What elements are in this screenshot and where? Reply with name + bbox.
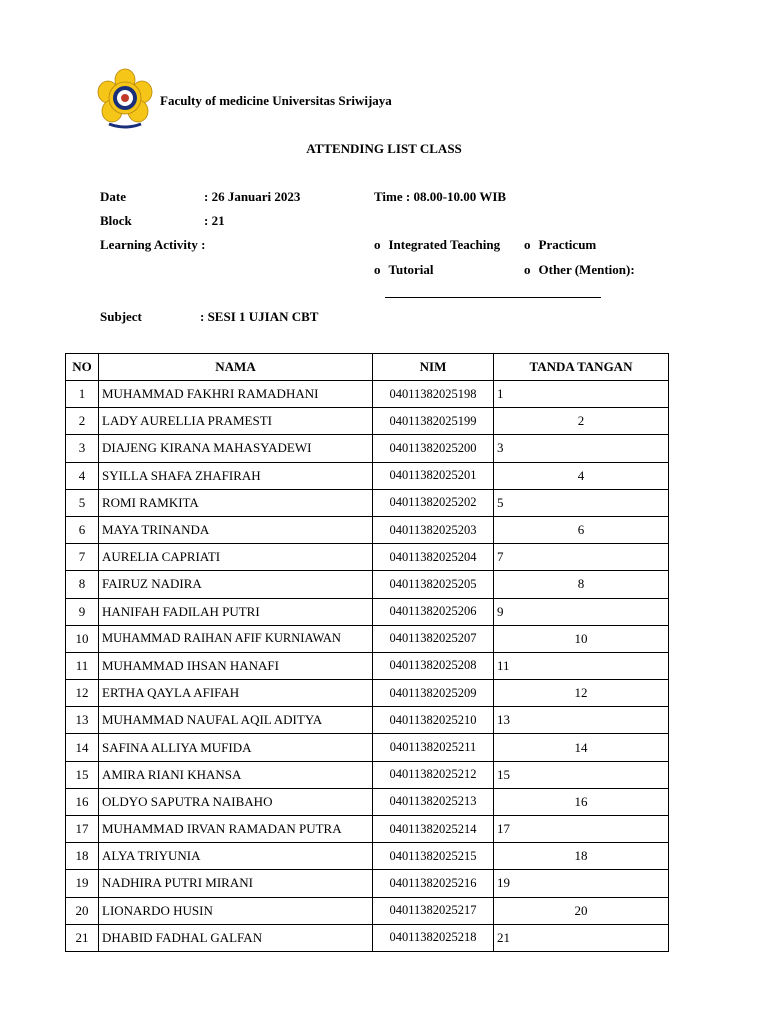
row-nim: 04011382025211 (373, 734, 494, 761)
row-nim: 04011382025200 (373, 435, 494, 462)
row-signature: 2 (494, 408, 669, 435)
table-row (66, 788, 669, 815)
table-row (66, 516, 669, 543)
row-signature: 15 (494, 761, 669, 788)
row-nama: OLDYO SAPUTRA NAIBAHO (99, 788, 373, 815)
row-nim: 04011382025215 (373, 843, 494, 870)
row-nama: MUHAMMAD IRVAN RAMADAN PUTRA (99, 816, 373, 843)
row-no: 5 (66, 489, 99, 516)
row-nama: NADHIRA PUTRI MIRANI (99, 870, 373, 897)
table-row (66, 462, 669, 489)
row-no: 12 (66, 680, 99, 707)
row-nama: DHABID FADHAL GALFAN (99, 924, 373, 951)
block-label: Block (100, 213, 132, 228)
row-nama: DIAJENG KIRANA MAHASYADEWI (99, 435, 373, 462)
attendance-table (65, 353, 669, 952)
subject-value: : SESI 1 UJIAN CBT (200, 309, 319, 324)
table-row (66, 652, 669, 679)
table-row (66, 598, 669, 625)
table-header-row (66, 354, 669, 381)
table-row (66, 680, 669, 707)
row-nama: MUHAMMAD IHSAN HANAFI (99, 652, 373, 679)
table-body (66, 381, 669, 952)
row-signature: 16 (494, 788, 669, 815)
subject-label: Subject (100, 309, 142, 324)
row-signature: 5 (494, 489, 669, 516)
row-nim: 04011382025205 (373, 571, 494, 598)
row-nim: 04011382025210 (373, 707, 494, 734)
row-nim: 04011382025203 (373, 516, 494, 543)
date-value: : 26 Januari 2023 (204, 189, 301, 204)
row-no: 3 (66, 435, 99, 462)
row-signature: 18 (494, 843, 669, 870)
table-row (66, 435, 669, 462)
row-nama: ALYA TRIYUNIA (99, 843, 373, 870)
option-other: o Other (Mention): (524, 262, 635, 277)
option-integrated-teaching: o Integrated Teaching (374, 237, 501, 252)
row-no: 17 (66, 816, 99, 843)
header-no: NO (66, 354, 99, 381)
row-nim: 04011382025202 (373, 489, 494, 516)
row-signature: 4 (494, 462, 669, 489)
row-signature: 12 (494, 680, 669, 707)
row-signature: 3 (494, 435, 669, 462)
row-signature: 1 (494, 381, 669, 408)
row-nim: 04011382025212 (373, 761, 494, 788)
row-no: 14 (66, 734, 99, 761)
option-tutorial: o Tutorial (374, 262, 434, 277)
row-nim: 04011382025204 (373, 544, 494, 571)
table-row (66, 734, 669, 761)
row-nama: SYILLA SHAFA ZHAFIRAH (99, 462, 373, 489)
row-nama: LADY AURELLIA PRAMESTI (99, 408, 373, 435)
row-nim: 04011382025199 (373, 408, 494, 435)
row-nama: ROMI RAMKITA (99, 489, 373, 516)
table-row (66, 843, 669, 870)
row-no: 10 (66, 625, 99, 652)
row-nim: 04011382025217 (373, 897, 494, 924)
table-row (66, 761, 669, 788)
row-nim: 04011382025207 (373, 625, 494, 652)
row-nim: 04011382025209 (373, 680, 494, 707)
row-no: 7 (66, 544, 99, 571)
row-nim: 04011382025206 (373, 598, 494, 625)
row-nim: 04011382025198 (373, 381, 494, 408)
activity-label: Learning Activity : (100, 237, 206, 252)
row-signature: 6 (494, 516, 669, 543)
document-title: ATTENDING LIST CLASS (306, 141, 462, 156)
bullet-icon: o (374, 237, 381, 252)
row-no: 13 (66, 707, 99, 734)
row-no: 11 (66, 652, 99, 679)
bullet-icon: o (374, 262, 381, 277)
row-nama: MUHAMMAD RAIHAN AFIF KURNIAWAN (99, 625, 373, 652)
row-no: 20 (66, 897, 99, 924)
bullet-icon: o (524, 262, 531, 277)
row-nim: 04011382025208 (373, 652, 494, 679)
table-row (66, 897, 669, 924)
row-nama: FAIRUZ NADIRA (99, 571, 373, 598)
row-nama: MUHAMMAD FAKHRI RAMADHANI (99, 381, 373, 408)
option-practicum: o Practicum (524, 237, 597, 252)
row-nama: AURELIA CAPRIATI (99, 544, 373, 571)
row-no: 1 (66, 381, 99, 408)
row-nim: 04011382025213 (373, 788, 494, 815)
row-no: 19 (66, 870, 99, 897)
row-nim: 04011382025216 (373, 870, 494, 897)
row-signature: 11 (494, 652, 669, 679)
table-row (66, 408, 669, 435)
row-no: 8 (66, 571, 99, 598)
row-signature: 20 (494, 897, 669, 924)
bullet-icon: o (524, 237, 531, 252)
row-signature: 14 (494, 734, 669, 761)
table-row (66, 816, 669, 843)
row-signature: 21 (494, 924, 669, 951)
row-no: 2 (66, 408, 99, 435)
date-label: Date (100, 189, 126, 204)
row-nim: 04011382025201 (373, 462, 494, 489)
header-nim: NIM (373, 354, 494, 381)
row-no: 6 (66, 516, 99, 543)
row-nama: ERTHA QAYLA AFIFAH (99, 680, 373, 707)
table-row (66, 625, 669, 652)
row-signature: 9 (494, 598, 669, 625)
row-no: 15 (66, 761, 99, 788)
table-row (66, 544, 669, 571)
university-seal-icon (95, 68, 155, 132)
row-signature: 17 (494, 816, 669, 843)
row-no: 16 (66, 788, 99, 815)
row-signature: 13 (494, 707, 669, 734)
row-no: 21 (66, 924, 99, 951)
row-no: 4 (66, 462, 99, 489)
table-row (66, 571, 669, 598)
block-value: : 21 (204, 213, 225, 228)
row-nama: MUHAMMAD NAUFAL AQIL ADITYA (99, 707, 373, 734)
table-row (66, 707, 669, 734)
row-nama: SAFINA ALLIYA MUFIDA (99, 734, 373, 761)
row-nim: 04011382025214 (373, 816, 494, 843)
row-no: 9 (66, 598, 99, 625)
table-row (66, 489, 669, 516)
row-signature: 7 (494, 544, 669, 571)
row-nama: AMIRA RIANI KHANSA (99, 761, 373, 788)
row-nama: MAYA TRINANDA (99, 516, 373, 543)
header-nama: NAMA (99, 354, 373, 381)
row-signature: 19 (494, 870, 669, 897)
header-tanda-tangan: TANDA TANGAN (494, 354, 669, 381)
table-row (66, 381, 669, 408)
mention-line (385, 297, 601, 298)
row-no: 18 (66, 843, 99, 870)
faculty-name: Faculty of medicine Universitas Sriwijaya (160, 93, 392, 108)
row-signature: 10 (494, 625, 669, 652)
time-info: Time : 08.00-10.00 WIB (374, 189, 507, 204)
row-signature: 8 (494, 571, 669, 598)
row-nim: 04011382025218 (373, 924, 494, 951)
table-row (66, 870, 669, 897)
table-row (66, 924, 669, 951)
row-nama: HANIFAH FADILAH PUTRI (99, 598, 373, 625)
row-nama: LIONARDO HUSIN (99, 897, 373, 924)
